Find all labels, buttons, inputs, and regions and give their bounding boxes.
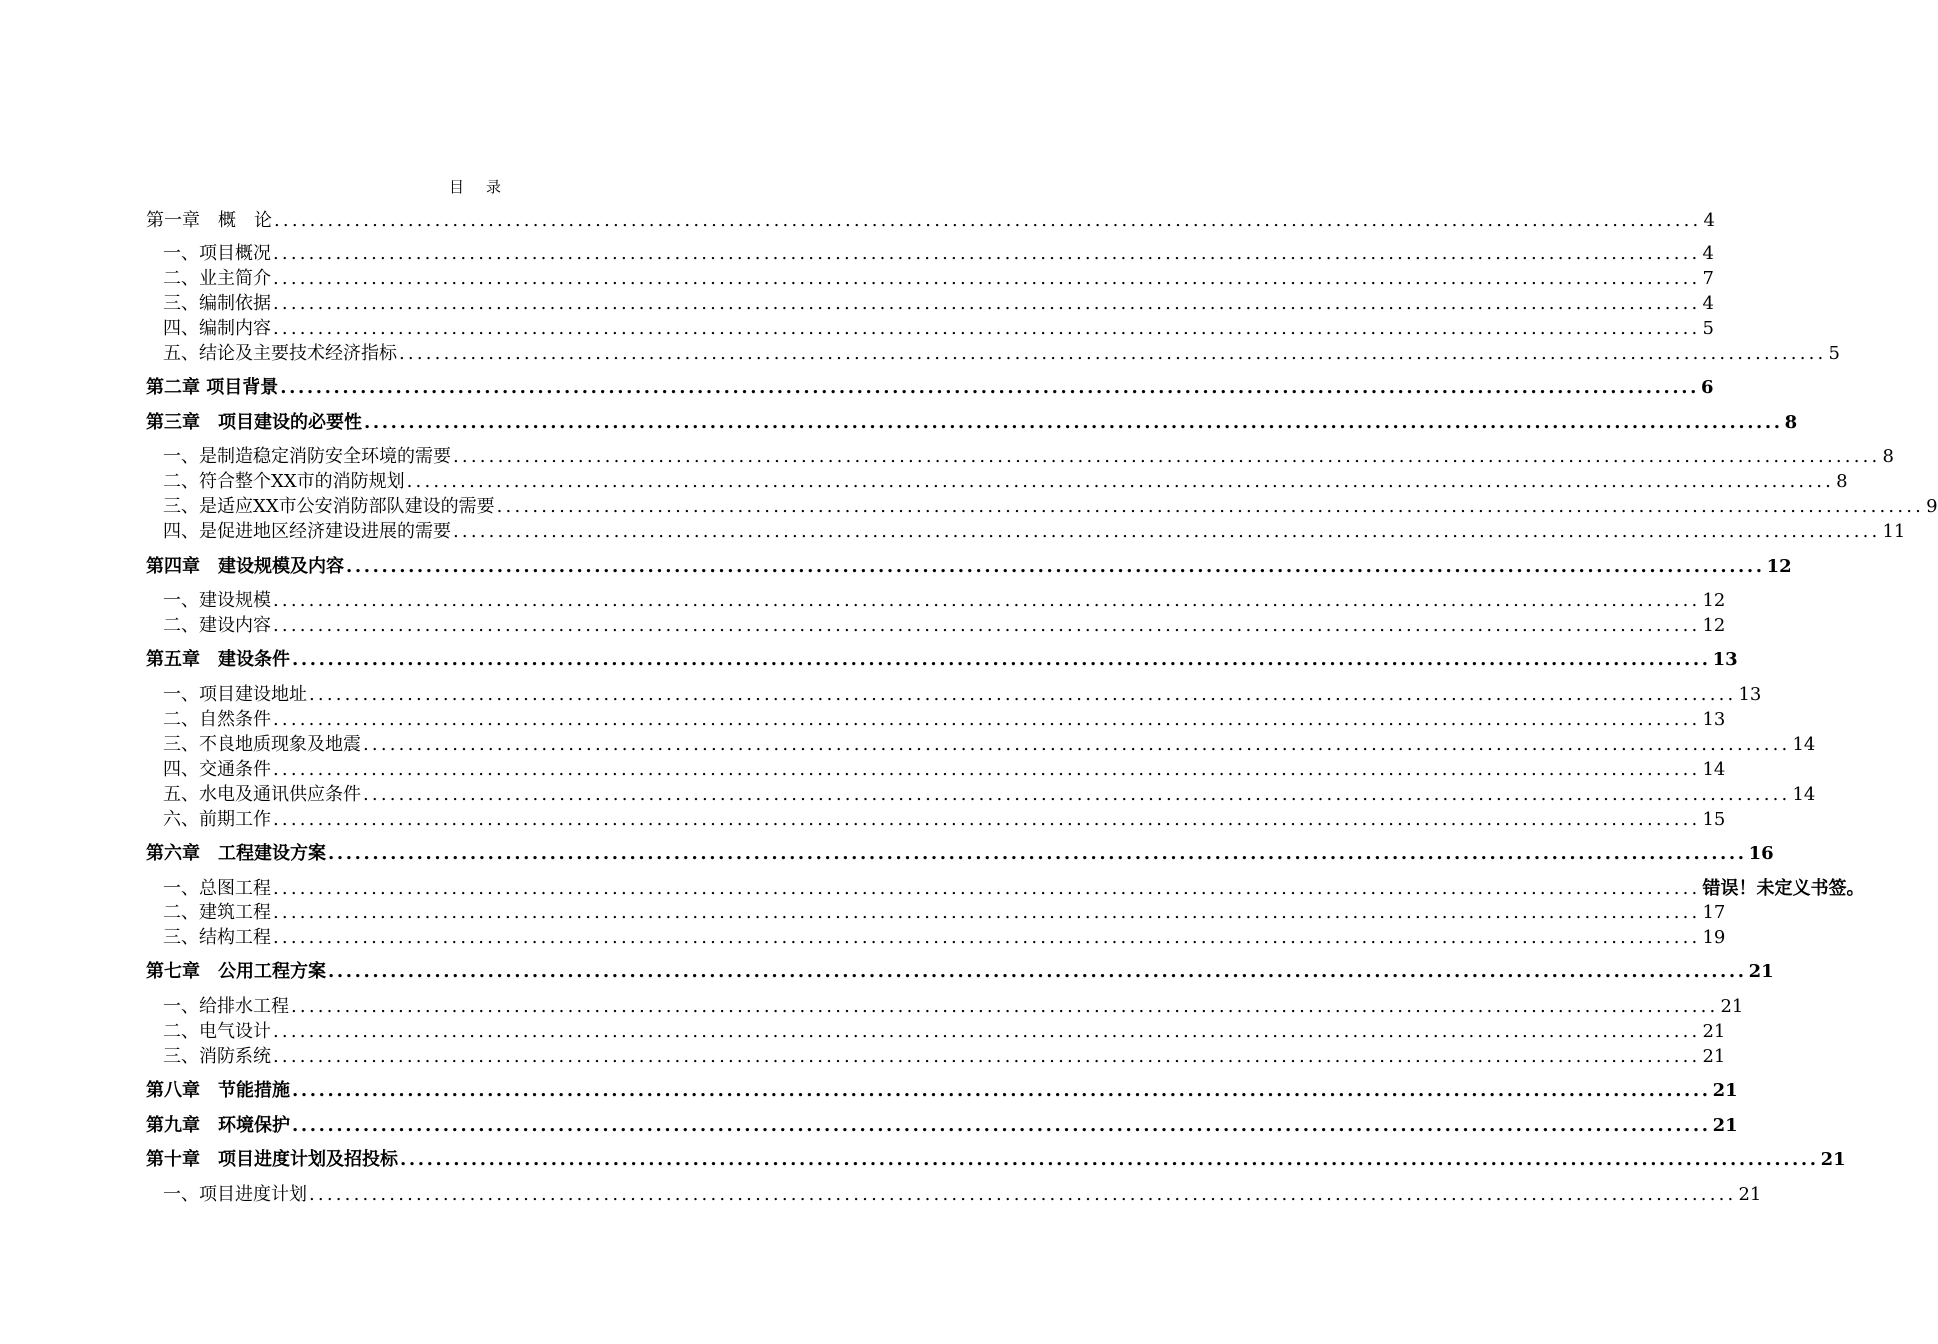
toc-entry-label: 一、项目进度计划 [163, 1184, 307, 1205]
toc-section-entry[interactable] [163, 1020, 1726, 1044]
toc-entry-label: 第十章 项目进度计划及招投标 [146, 1149, 398, 1170]
toc-page-number: 8 [1882, 446, 1894, 467]
toc-leader-dots: ................................................................................................................................................................ [292, 649, 1711, 670]
toc-section-entry[interactable] [163, 445, 1894, 469]
toc-entry-label: 四、交通条件 [163, 759, 271, 780]
toc-entry-label: 第三章 项目建设的必要性 [146, 412, 362, 433]
toc-section-entry[interactable] [163, 242, 1714, 266]
toc-page-number: 16 [1748, 843, 1774, 864]
toc-entry-label: 二、符合整个XX市的消防规划 [163, 471, 405, 492]
toc-entry-label: 第四章 建设规模及内容 [146, 556, 344, 577]
toc-title: 目录 [448, 178, 523, 196]
toc-section-entry[interactable] [163, 1045, 1726, 1069]
toc-leader-dots: ................................................................................................................................................................ [399, 343, 1827, 364]
toc-page-number: 5 [1828, 343, 1840, 364]
toc-chapter-entry[interactable] [146, 376, 1714, 400]
toc-section-entry[interactable] [163, 520, 1906, 544]
toc-entry-label: 一、总图工程 [163, 878, 271, 899]
toc-page-number: 11 [1882, 521, 1906, 542]
toc-entry-label: 第一章 概 论 [146, 210, 272, 231]
toc-entry-label: 三、结构工程 [163, 927, 271, 948]
toc-leader-dots: ................................................................................................................................................................ [273, 878, 1701, 899]
toc-section-entry[interactable] [163, 926, 1726, 950]
toc-section-entry[interactable] [163, 292, 1714, 316]
toc-entry-label: 一、项目概况 [163, 243, 271, 264]
toc-leader-dots: ................................................................................................................................................................ [364, 412, 1783, 433]
toc-chapter-entry[interactable] [146, 209, 1715, 233]
toc-page-number: 15 [1702, 809, 1726, 830]
toc-section-entry[interactable] [163, 317, 1714, 341]
toc-entry-label: 二、业主简介 [163, 268, 271, 289]
toc-section-entry[interactable] [163, 614, 1726, 638]
toc-page-number: 8 [1784, 412, 1798, 433]
toc-chapter-entry[interactable] [146, 555, 1792, 579]
toc-leader-dots: ................................................................................................................................................................ [328, 961, 1747, 982]
toc-entry-label: 一、是制造稳定消防安全环境的需要 [163, 446, 451, 467]
toc-leader-dots: ................................................................................................................................................................ [273, 809, 1701, 830]
toc-entry-label: 第八章 节能措施 [146, 1080, 290, 1101]
toc-page-number: 13 [1712, 649, 1738, 670]
toc-leader-dots: ................................................................................................................................................................ [292, 1080, 1711, 1101]
toc-leader-dots: ................................................................................................................................................................ [273, 1046, 1701, 1067]
toc-leader-dots: ................................................................................................................................................................ [280, 377, 1699, 398]
toc-entry-label: 四、编制内容 [163, 318, 271, 339]
toc-entry-label: 三、编制依据 [163, 293, 271, 314]
toc-page-number: 17 [1702, 902, 1726, 923]
toc-leader-dots: ................................................................................................................................................................ [346, 556, 1765, 577]
toc-page-number: 6 [1700, 377, 1714, 398]
toc-entry-label: 四、是促进地区经济建设进展的需要 [163, 521, 451, 542]
toc-page-number: 14 [1792, 734, 1816, 755]
toc-section-entry[interactable] [163, 683, 1762, 707]
toc-entry-label: 第六章 工程建设方案 [146, 843, 326, 864]
toc-entry-label: 第七章 公用工程方案 [146, 961, 326, 982]
toc-leader-dots: ................................................................................................................................................................ [328, 843, 1747, 864]
toc-chapter-entry[interactable] [146, 1079, 1738, 1103]
toc-chapter-entry[interactable] [146, 1148, 1846, 1172]
toc-page-number: 4 [1702, 243, 1714, 264]
toc-leader-dots: ................................................................................................................................................................ [274, 210, 1702, 231]
toc-page-number: 7 [1702, 268, 1714, 289]
toc-page-number: 14 [1702, 759, 1726, 780]
toc-entry-label: 一、建设规模 [163, 590, 271, 611]
toc-section-entry[interactable] [163, 495, 1938, 519]
toc-chapter-entry[interactable] [146, 842, 1774, 866]
toc-page-number: 19 [1702, 927, 1726, 948]
toc-page-number: 14 [1792, 784, 1816, 805]
toc-leader-dots: ................................................................................................................................................................ [273, 590, 1701, 611]
toc-section-entry[interactable] [163, 708, 1726, 732]
toc-section-entry[interactable] [163, 877, 1865, 901]
toc-chapter-entry[interactable] [146, 960, 1774, 984]
toc-section-entry[interactable] [163, 808, 1726, 832]
toc-entry-label: 二、建筑工程 [163, 902, 271, 923]
toc-leader-dots: ................................................................................................................................................................ [273, 927, 1701, 948]
toc-section-entry[interactable] [163, 267, 1714, 291]
toc-section-entry[interactable] [163, 342, 1840, 366]
toc-page-number: 4 [1702, 293, 1714, 314]
toc-section-entry[interactable] [163, 758, 1726, 782]
toc-leader-dots: ................................................................................................................................................................ [453, 446, 1881, 467]
toc-entry-label: 第五章 建设条件 [146, 649, 290, 670]
toc-leader-dots: ................................................................................................................................................................ [273, 268, 1701, 289]
toc-page-number: 5 [1702, 318, 1714, 339]
toc-entry-label: 一、项目建设地址 [163, 684, 307, 705]
toc-leader-dots: ................................................................................................................................................................ [363, 784, 1791, 805]
toc-leader-dots: ................................................................................................................................................................ [309, 1184, 1737, 1205]
toc-leader-dots: ................................................................................................................................................................ [496, 496, 1925, 517]
toc-page-number: 12 [1702, 590, 1726, 611]
toc-entry-label: 二、自然条件 [163, 709, 271, 730]
toc-page-number: 21 [1712, 1115, 1738, 1136]
toc-page-number: 4 [1703, 210, 1715, 231]
toc-page-number: 13 [1738, 684, 1762, 705]
toc-leader-dots: ................................................................................................................................................................ [273, 615, 1701, 636]
toc-leader-dots: ................................................................................................................................................................ [273, 1021, 1701, 1042]
toc-leader-dots: ................................................................................................................................................................ [292, 1115, 1711, 1136]
toc-entry-label: 五、结论及主要技术经济指标 [163, 343, 397, 364]
toc-chapter-entry[interactable] [146, 411, 1798, 435]
toc-page-number: 21 [1748, 961, 1774, 982]
toc-entry-label: 五、水电及通讯供应条件 [163, 784, 361, 805]
toc-entry-label: 三、消防系统 [163, 1046, 271, 1067]
toc-leader-dots: ................................................................................................................................................................ [291, 996, 1719, 1017]
toc-section-entry[interactable] [163, 470, 1848, 494]
toc-page-number: 21 [1712, 1080, 1738, 1101]
toc-leader-dots: ................................................................................................................................................................ [273, 318, 1701, 339]
toc-section-entry[interactable] [163, 589, 1726, 613]
toc-page-number: 12 [1702, 615, 1726, 636]
toc-page-number: 21 [1720, 996, 1744, 1017]
toc-entry-label: 一、给排水工程 [163, 996, 289, 1017]
toc-page-number: 21 [1820, 1149, 1846, 1170]
toc-section-entry[interactable] [163, 901, 1726, 925]
toc-leader-dots: ................................................................................................................................................................ [273, 759, 1701, 780]
toc-page-number: 9 [1926, 496, 1938, 517]
toc-section-entry[interactable] [163, 1183, 1762, 1207]
toc-entry-label: 二、建设内容 [163, 615, 271, 636]
toc-entry-label: 第九章 环境保护 [146, 1115, 290, 1136]
toc-page-number: 21 [1702, 1021, 1726, 1042]
toc-leader-dots: ................................................................................................................................................................ [273, 902, 1701, 923]
toc-leader-dots: ................................................................................................................................................................ [400, 1149, 1819, 1170]
toc-page-number: 8 [1836, 471, 1848, 492]
toc-page-number: 21 [1738, 1184, 1762, 1205]
toc-section-entry[interactable] [163, 995, 1744, 1019]
toc-entry-label: 第二章 项目背景 [146, 377, 279, 398]
toc-leader-dots: ................................................................................................................................................................ [273, 243, 1701, 264]
toc-chapter-entry[interactable] [146, 648, 1738, 672]
toc-page-number: 13 [1702, 709, 1726, 730]
toc-leader-dots: ................................................................................................................................................................ [273, 293, 1701, 314]
toc-entry-label: 二、电气设计 [163, 1021, 271, 1042]
toc-entry-label: 六、前期工作 [163, 809, 271, 830]
toc-chapter-entry[interactable] [146, 1114, 1738, 1138]
toc-entry-label: 三、不良地质现象及地震 [163, 734, 361, 755]
toc-section-entry[interactable] [163, 733, 1816, 757]
toc-page-number: 21 [1702, 1046, 1726, 1067]
toc-leader-dots: ................................................................................................................................................................ [406, 471, 1835, 492]
toc-leader-dots: ................................................................................................................................................................ [363, 734, 1791, 755]
toc-leader-dots: ................................................................................................................................................................ [309, 684, 1737, 705]
toc-section-entry[interactable] [163, 783, 1816, 807]
toc-error-message: 错误！未定义书签。 [1702, 878, 1865, 899]
toc-leader-dots: ................................................................................................................................................................ [273, 709, 1701, 730]
toc-page-number: 12 [1766, 556, 1792, 577]
toc-entry-label: 三、是适应XX市公安消防部队建设的需要 [163, 496, 495, 517]
toc-leader-dots: ................................................................................................................................................................ [453, 521, 1881, 542]
